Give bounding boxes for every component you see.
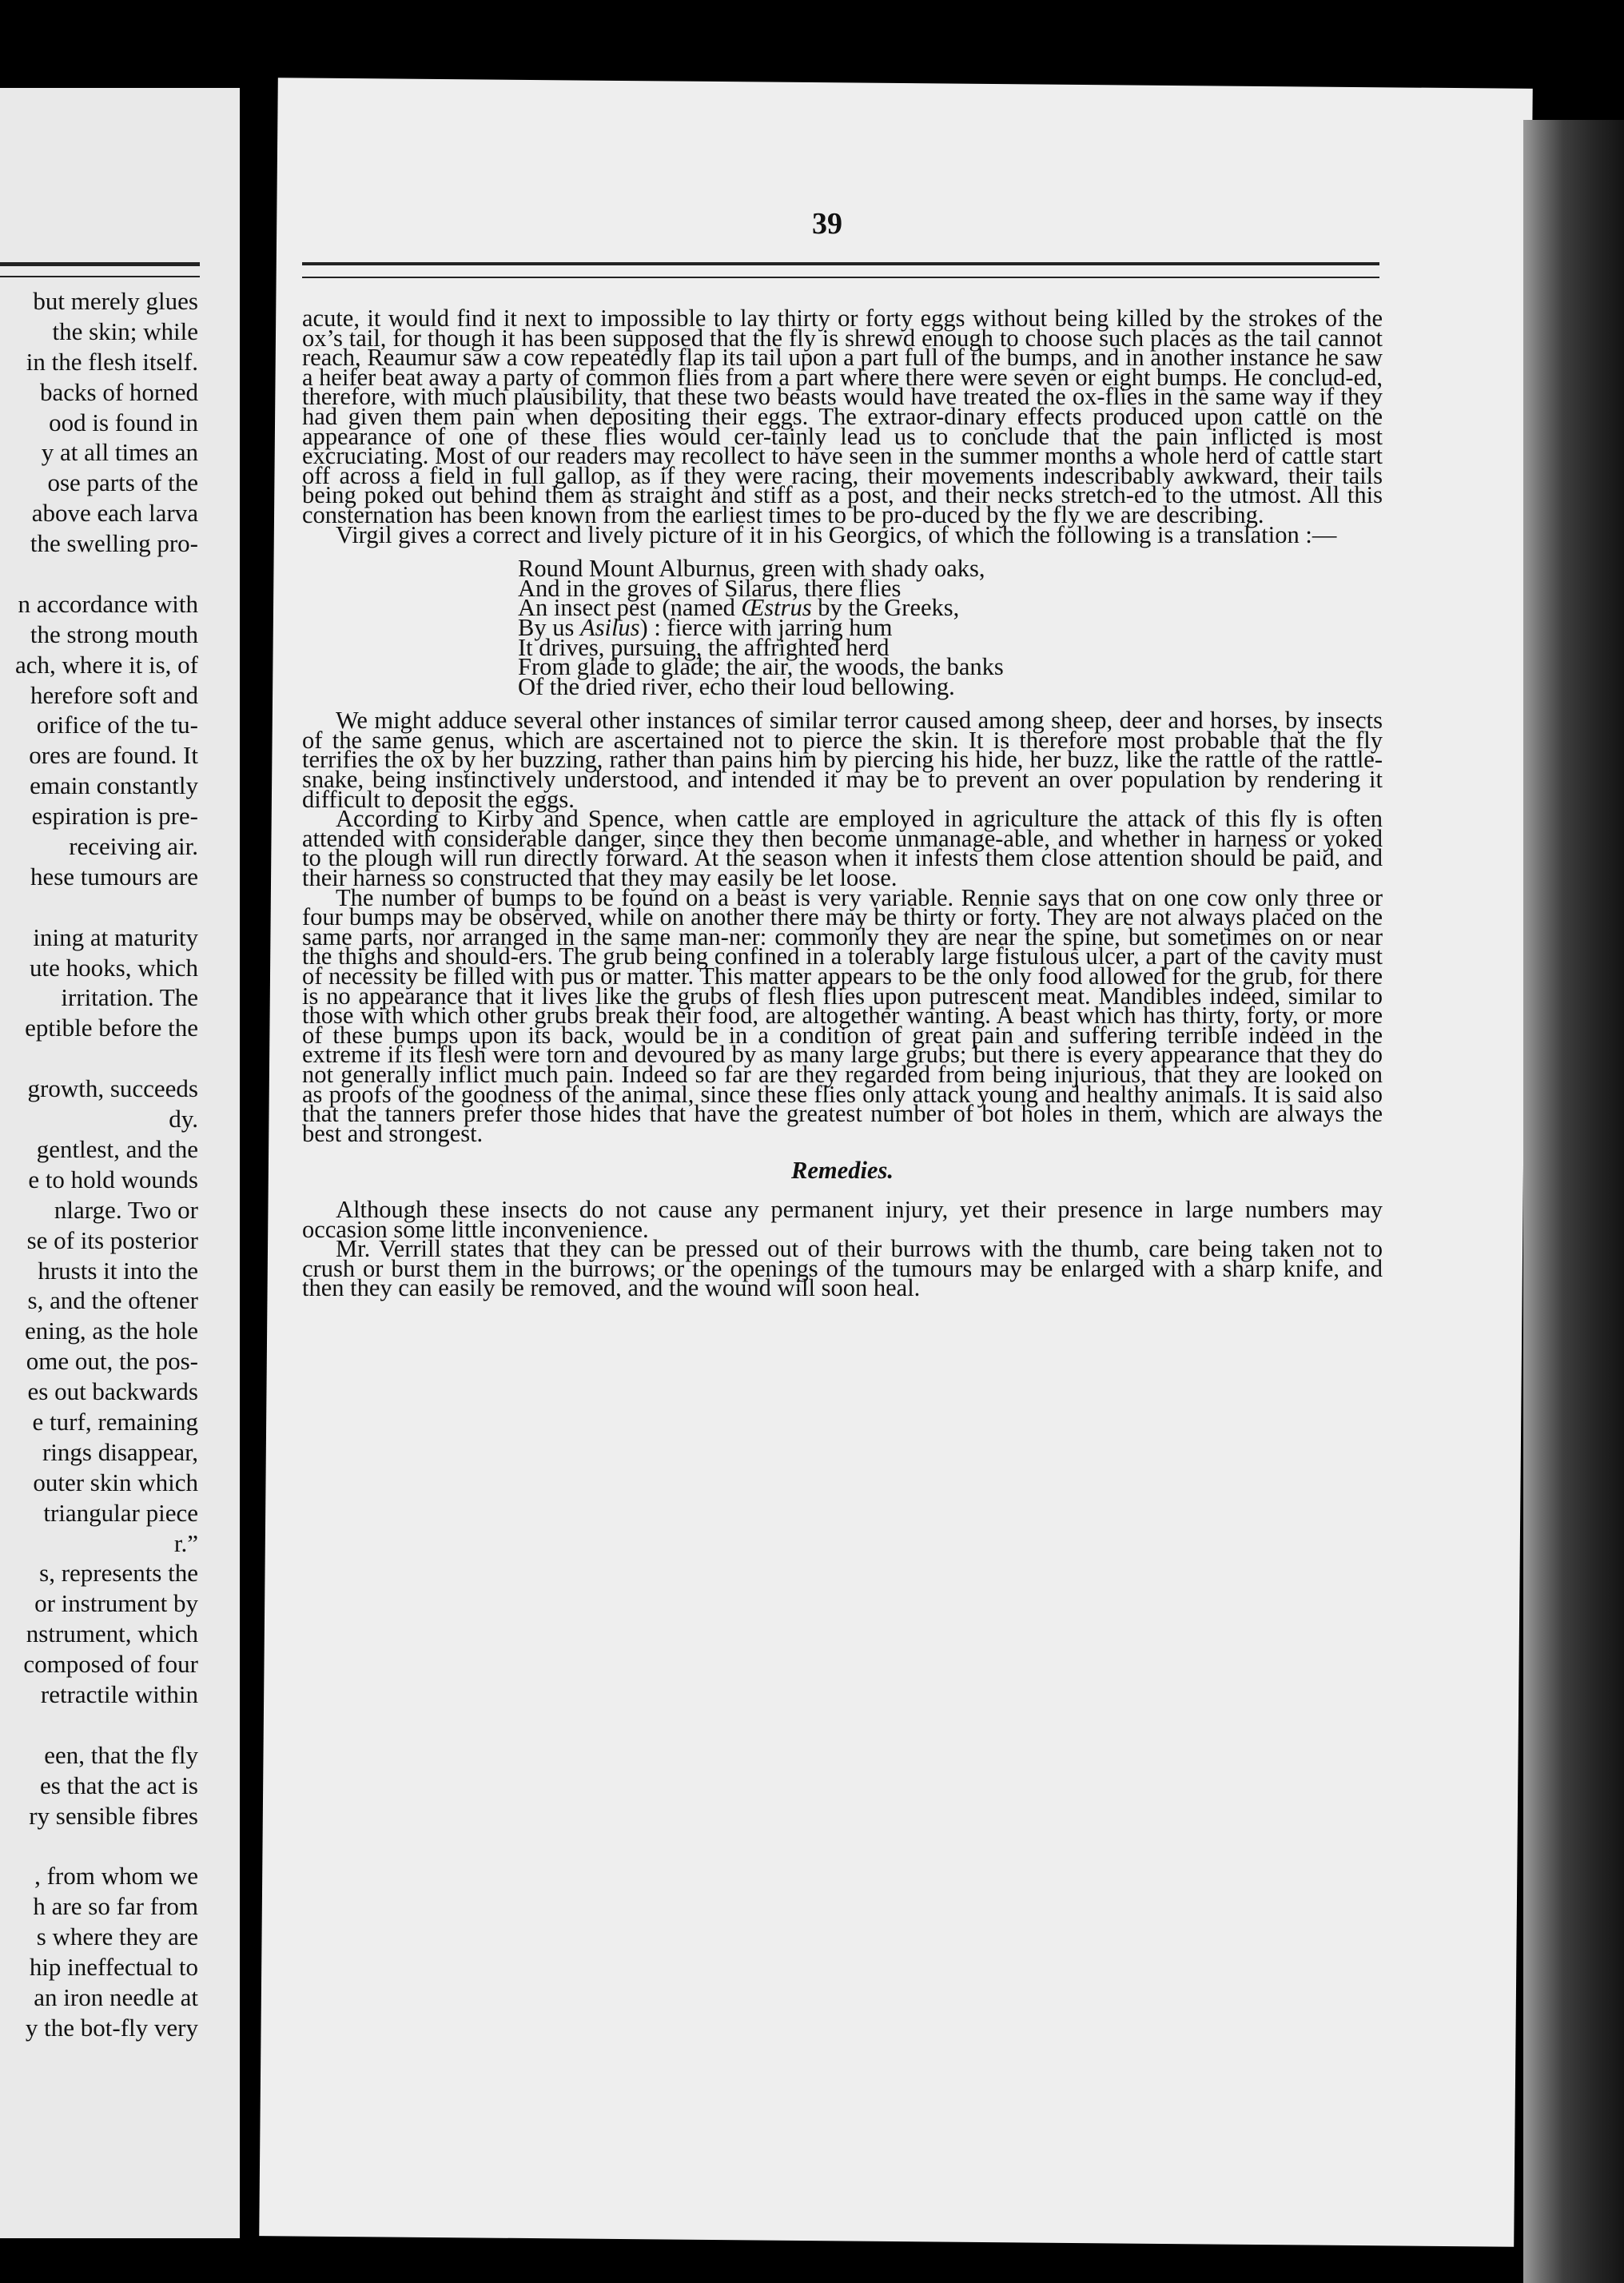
left-page-line: rings disappear, (42, 1437, 198, 1466)
left-page-line: ose parts of the (47, 468, 198, 497)
left-page-line: orifice of the tu- (36, 711, 198, 739)
verse-line: It drives, pursuing, the affrighted herd (518, 633, 890, 661)
page-number: 39 (812, 207, 842, 241)
left-page-line: ores are found. It (29, 741, 198, 770)
left-page-line: n accordance with (18, 589, 198, 618)
paragraph-7: Mr. Verrill states that they can be pressed out of their burrows with the thumb, care being taken not to crush or burst them in the burrows; or the openings of the tumours may be enlarged with a sharp knife, and then they can easily be removed, and the wound will soon heal. (302, 1235, 1383, 1302)
left-page-line: composed of four (23, 1650, 198, 1679)
left-page-line: espiration is pre- (31, 802, 198, 831)
left-page-rule (0, 262, 200, 277)
left-page-line: receiving air. (69, 832, 198, 861)
left-page-line: se of its posterior (26, 1225, 198, 1254)
left-page-line: irritation. The (61, 983, 198, 1012)
left-page-line: but merely glues (33, 287, 198, 315)
left-page-line: es out backwards (27, 1377, 198, 1406)
verse-line: From glade to glade; the air, the woods, the banks (518, 653, 1004, 681)
left-page-line: emain constantly (30, 771, 198, 800)
paragraph-2: Virgil gives a correct and lively picture of it in his Georgics, of which the following is a translation :— (336, 520, 1337, 548)
left-page-line: e to hold wounds (28, 1165, 198, 1193)
left-page-line: growth, succeeds (27, 1074, 198, 1103)
paragraph-5: The number of bumps to be found on a beast is very variable. Rennie says that on one cow only three or four bumps may be observed, while on another there may be thirty or forty. They are not always placed on the same parts, nor arranged in the same man-ner: commonly they are near the spine, but sometimes on or near the thighs and should-ers. The grub being confined in a tolerably large fistulous ulcer, a part of the cavity must of necessity be filled with pus or matter. This matter appears to be the only food allowed for the grub, for there is no appearance that it lives like the grubs of flesh flies upon putrescent meat. Mandibles indeed, similar to those with which other grubs break their food, are altogether wanting. A beast which has thirty, forty, or more of these bumps upon its back, would be in a condition of great pain and suffering terrible indeed in the extreme if its flesh were torn and devoured by as many large grubs; but there is every appearance that they do not generally inflict much pain. Indeed so far are they regarded from being injurious, that they are looked on as proofs of the goodness of the animal, since these flies only attack young and healthy animals. It is said also that the tanners prefer those hides that have the greatest number of bot holes in them, which are always the best and strongest. (302, 883, 1383, 1147)
left-page-line: the swelling pro- (30, 529, 198, 558)
left-page-line: gentlest, and the (36, 1134, 198, 1163)
left-page-line: retractile within (40, 1679, 198, 1708)
header-rule (302, 262, 1379, 278)
left-page-line: ute hooks, which (30, 953, 198, 982)
left-page-line (0, 1831, 198, 1861)
left-page-line: hese tumours are (30, 862, 198, 890)
left-page-line: triangular piece (43, 1498, 198, 1527)
verse-fragment: ) : fierce with jarring hum (639, 613, 893, 641)
left-page-line: the skin; while (52, 317, 198, 345)
left-page-line: y at all times an (41, 438, 198, 467)
left-page-line: ening, as the hole (25, 1317, 198, 1345)
left-page-line: or instrument by (34, 1589, 198, 1618)
paragraph-3: We might adduce several other instances of similar terror caused among sheep, deer and horses, by insects of the same genus, which are ascertained not to pierce the skin. It is therefore most probable that the fly terrifies the ox by her buzzing, rather than pains him by piercing his hide, her buzz, like the rattle of the rattle-snake, being instinctively understood, and intended it may be to prevent an over population by rendering it difficult to deposit the eggs. (302, 707, 1383, 813)
left-page-line: hrusts it into the (38, 1256, 198, 1285)
left-page-line: ach, where it is, of (15, 650, 198, 679)
left-page-line: ome out, the pos- (26, 1347, 198, 1376)
left-page-line (0, 892, 198, 922)
left-page-line: hip ineffectual to (29, 1952, 198, 1981)
verse-fragment: by the Greeks, (811, 594, 960, 622)
left-page-line: herefore soft and (30, 680, 198, 709)
paragraph-6: Although these insects do not cause any permanent injury, yet their presence in large numbers may occasion some little inconvenience. (302, 1195, 1383, 1243)
left-page-line: ood is found in (49, 408, 198, 436)
left-page-line: above each larva (31, 499, 198, 528)
left-page-line: e turf, remaining (32, 1407, 198, 1436)
left-page-line: eptible before the (25, 1014, 198, 1042)
book-spine (1523, 120, 1624, 2283)
left-page-line: y the bot-fly very (25, 2013, 198, 2042)
left-page-line (0, 559, 198, 589)
left-page-line: dy. (169, 1105, 198, 1134)
left-page-line (0, 1043, 198, 1074)
section-heading: Remedies. (791, 1157, 894, 1185)
left-page-line: nlarge. Two or (54, 1195, 198, 1224)
left-page-line: een, that the fly (44, 1740, 198, 1769)
left-page-line: h are so far from (33, 1892, 198, 1921)
left-page-line: ining at maturity (33, 922, 198, 951)
left-page-line: backs of horned (40, 377, 198, 406)
left-page-line: the strong mouth (30, 620, 198, 648)
left-page-line: ry sensible fibres (29, 1801, 198, 1830)
verse-fragment: By us (518, 613, 580, 641)
left-page-line: s, represents the (39, 1559, 198, 1588)
left-page-line: nstrument, which (26, 1620, 198, 1648)
left-page-line: r.” (173, 1528, 198, 1557)
left-page-line: in the flesh itself. (26, 347, 198, 376)
left-page (0, 88, 240, 2238)
left-page-line: s where they are (36, 1922, 198, 1951)
left-page-line (0, 1710, 198, 1740)
verse-line: Of the dried river, echo their loud bellowing. (518, 672, 955, 700)
page-body (302, 305, 1383, 1302)
paragraph-4: According to Kirby and Spence, when cattle are employed in agriculture the attack of this fly is often attended with considerable danger, since they then become unmanage-able, and whether in harness or yoked to the plough will run directly forward. At the season when it infests them close attention should be paid, and their harness so constructed that they may easily be let loose. (302, 805, 1383, 892)
paragraph-1: acute, it would find it next to impossible to lay thirty or forty eggs without being killed by the strokes of the ox’s tail, for though it has been supposed that the fly is shrewd enough to choose such places as the tail cannot reach, Reaumur saw a cow repeatedly flap its tail upon a part full of the bumps, and in another instance he saw a heifer beat away a party of common flies from a part where there were seven or eight bumps. He conclud-ed, therefore, with much plausibility, that these two beasts would have treated the ox-flies in the same way if they had given them pain when depositing their eggs. The extraor-dinary effects produced upon cattle on the appearance of one of these flies would cer-tainly lead us to conclude that the pain inflicted is most excruciating. Most of our readers may recollect to have seen in the summer months a whole herd of cattle start off across a field in full gallop, as if they were racing, their movements indescribably awkward, their tails being poked out behind them as straight and stiff as a post, and their necks stretch-ed to the utmost. All this consternation has been known from the earliest times to be pro-duced by the fly we are describing. (302, 305, 1383, 528)
left-page-line: outer skin which (33, 1468, 198, 1496)
left-page-line: , from whom we (34, 1862, 198, 1891)
verse-italic-term: Œstrus (741, 594, 812, 622)
left-page-line: an iron needle at (34, 1982, 198, 2011)
left-page-line: es that the act is (40, 1771, 198, 1799)
left-page-text-column (0, 286, 198, 2043)
verse-italic-term: Asilus (579, 613, 640, 641)
verse-line: And in the groves of Silarus, there flies (518, 574, 902, 602)
verse-fragment: An insect pest (named (518, 594, 742, 622)
left-page-line: s, and the oftener (27, 1286, 198, 1315)
verse-translation (518, 555, 1383, 700)
verse-line: Round Mount Alburnus, green with shady oaks, (518, 555, 985, 583)
